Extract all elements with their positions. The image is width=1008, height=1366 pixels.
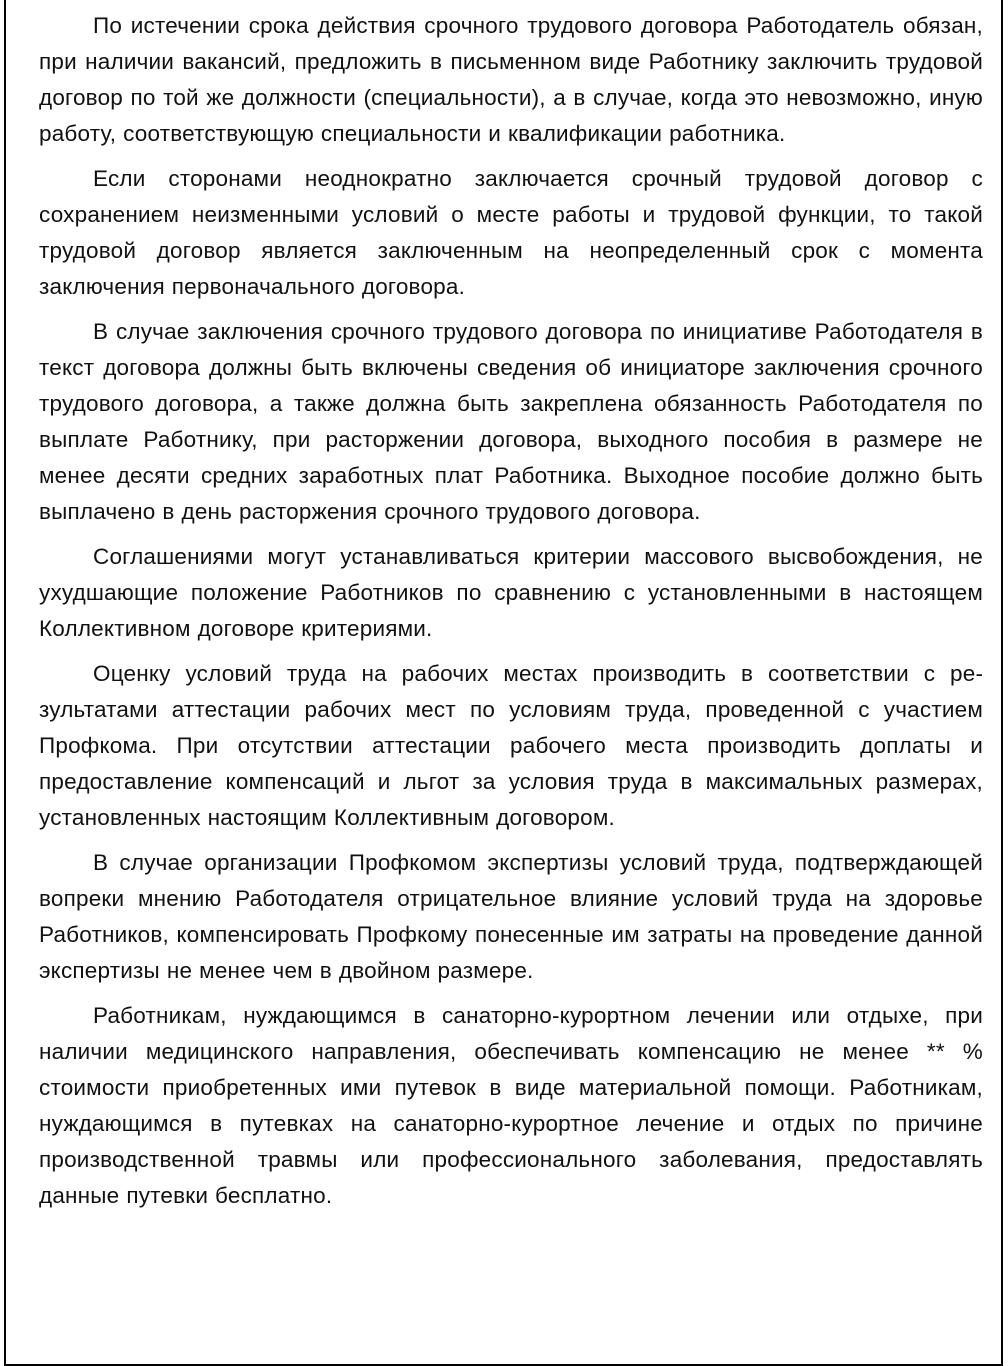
paragraph-employer-initiative: В случае заключения срочного трудового договора по инициативе Работодателя в текст договора должны быть включены сведения об инициаторе заключения срочного трудового договора, а также должна быть закреплена обязанность Работодателя по выплате Работнику, при расторжении договора, выходного пособия в размере не менее десяти средних заработных плат Работника. Выходное пособие должно быть выплачено в день расторжения срочного трудового договора. xyxy=(39,319,983,524)
paragraph-working-conditions-assessment: Оценку условий труда на рабочих местах производить в соответствии с результатами аттестации рабочих мест по условиям труда, проведенной с участием Профкома. При отсутствии аттестации рабочего места производить доплаты и предоставление компенсаций и льгот за условия труда в максимальных размерах, установленных настоящим Коллективным договором. xyxy=(39,661,983,830)
paragraph-expertise-compensation: В случае организации Профкомом экспертизы условий труда, подтверждающей вопреки мнению Работодателя отрицательное влияние условий труда на здоровье Работников, компенсировать Профкому понесенные им затраты на проведение данной экспертизы не менее чем в двойном размере. xyxy=(39,850,983,983)
paragraph-fixed-term-expiry: По истечении срока действия срочного трудового договора Работодатель обязан, при наличии вакансий, предложить в письменном виде Работнику заключить трудовой договор по той же должности (специальности), а в случае, когда это невозможно, иную работу, соответствующую специальности и квалификации работника. xyxy=(39,13,983,146)
paragraph-mass-release-criteria: Соглашениями могут устанавливаться критерии массового высвобождения, не ухудшающие положение Работников по сравнению с установленными в настоящем Коллективном договоре критериями. xyxy=(39,544,983,641)
document-body xyxy=(39,8,983,1223)
paragraph-sanatorium-treatment: Работникам, нуждающимся в санаторно-курортном лечении или отдыхе, при наличии медицинского направления, обеспечивать компенсацию не менее ** % стоимости приобретенных ими путевок в виде материальной помощи. Работникам, нуждающимся в путевках на санаторно-курортное лечение и отдых по причине производственной травмы или профессионального заболевания, предоставлять данные путевки бесплатно. xyxy=(39,1003,983,1208)
page-frame xyxy=(4,0,1003,1366)
paragraph-repeated-contracts: Если сторонами неоднократно заключается срочный трудовой договор с сохранением неизменными условий о месте работы и трудовой функции, то такой трудовой договор является заключенным на неопределенный срок с момента заключения первоначального договора. xyxy=(39,166,983,299)
